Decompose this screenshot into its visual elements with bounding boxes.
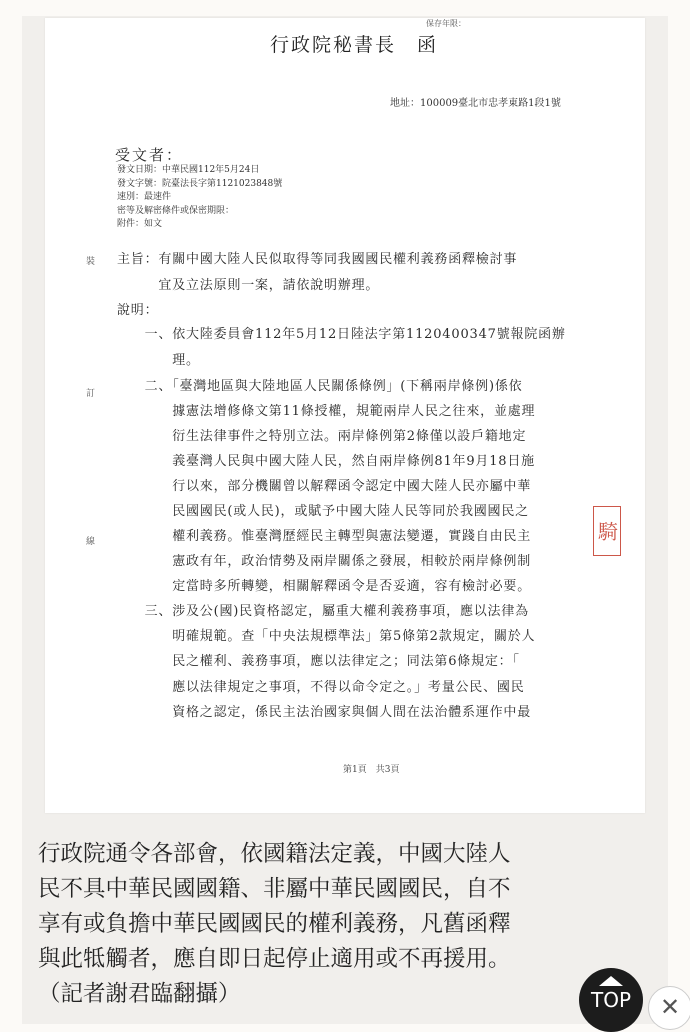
body-line: 據憲法增修條文第11條授權，規範兩岸人民之往來，並處理	[117, 404, 536, 419]
top-label: TOP	[590, 988, 632, 1012]
document-title: 行政院秘書長 函	[270, 34, 439, 56]
retention-label: 保存年限：	[426, 19, 466, 28]
body-line: 二、「臺灣地區與大陸地區人民關係條例」(下稱兩岸條例)係依	[117, 379, 523, 394]
subject-line-1: 主旨：有關中國大陸人民似取得等同我國國民權利義務函釋檢討事	[117, 252, 518, 267]
meta-speed: 速別：最速件	[117, 192, 172, 202]
page-number: 第1頁 共3頁	[343, 765, 400, 775]
photo-caption	[38, 837, 648, 1012]
scroll-to-top-button[interactable]	[579, 968, 643, 1032]
caption-line: 與此牴觸者，應自即日起停止適用或不再援用。	[38, 946, 511, 972]
recipient-label: 受文者：	[115, 146, 184, 164]
binding-mark-top: 裝	[86, 257, 96, 267]
explanation-heading: 說明：	[117, 303, 159, 318]
binding-mark-middle: 訂	[86, 389, 96, 399]
body-line: 權利義務。惟臺灣歷經民主轉型與憲法變遷，實踐自由民主	[117, 529, 532, 544]
body-line: 民國國民(或人民)，或賦予中國大陸人民等同於我國國民之	[117, 504, 529, 519]
body-line: 明確規範。查「中央法規標準法」第5條第2款規定，關於人	[117, 629, 536, 644]
meta-date: 發文日期：中華民國112年5月24日	[117, 165, 260, 175]
body-line: 義臺灣人民與中國大陸人民，然自兩岸條例81年9月18日施	[117, 454, 535, 469]
body-line: 理。	[117, 353, 200, 368]
caption-line: 享有或負擔中華民國國民的權利義務，凡舊函釋	[38, 911, 511, 937]
caption-credit: （記者謝君臨翻攝）	[38, 981, 241, 1007]
caption-line: 民不具中華民國國籍、非屬中華民國國民，自不	[38, 876, 511, 902]
meta-attachment: 附件：如文	[117, 219, 163, 229]
arrow-up-icon	[599, 976, 623, 986]
document-address: 地址：100009臺北市忠孝東路1段1號	[390, 98, 561, 109]
meta-secrecy: 密等及解密條件或保密期限：	[117, 205, 235, 216]
body-line: 衍生法律事件之特別立法。兩岸條例第2條僅以設戶籍地定	[117, 429, 527, 444]
body-line: 憲政有年，政治情勢及兩岸關係之發展，相較於兩岸條例制	[117, 554, 532, 569]
body-line: 一、依大陸委員會112年5月12日陸法字第1120400347號報院函辦	[117, 327, 566, 342]
body-line: 行以來，部分機關曾以解釋函令認定中國大陸人民亦屬中華	[117, 479, 532, 494]
body-line: 應以法律規定之事項，不得以命令定之。」考量公民、國民	[117, 680, 525, 695]
body-line: 資格之認定，係民主法治國家與個人間在法治體系運作中最	[117, 705, 532, 720]
meta-number: 發文字號：院臺法長字第1121023848號	[117, 178, 283, 189]
caption-line: 行政院通令各部會，依國籍法定義，中國大陸人	[38, 841, 511, 867]
subject-line-2: 宜及立法原則一案，請依說明辦理。	[117, 278, 380, 293]
body-line: 定當時多所轉變，相關解釋函令是否妥適，容有檢討必要。	[117, 579, 532, 594]
close-button[interactable]	[648, 986, 690, 1030]
body-line: 民之權利、義務事項，應以法律定之；同法第6條規定：「	[117, 654, 520, 669]
body-line: 三、涉及公(國)民資格認定，屬重大權利義務事項，應以法律為	[117, 604, 529, 619]
binding-mark-bottom: 線	[86, 537, 96, 547]
red-seal-stamp: 騎	[593, 506, 621, 556]
document-meta	[117, 164, 282, 232]
close-icon: ✕	[659, 993, 681, 1021]
